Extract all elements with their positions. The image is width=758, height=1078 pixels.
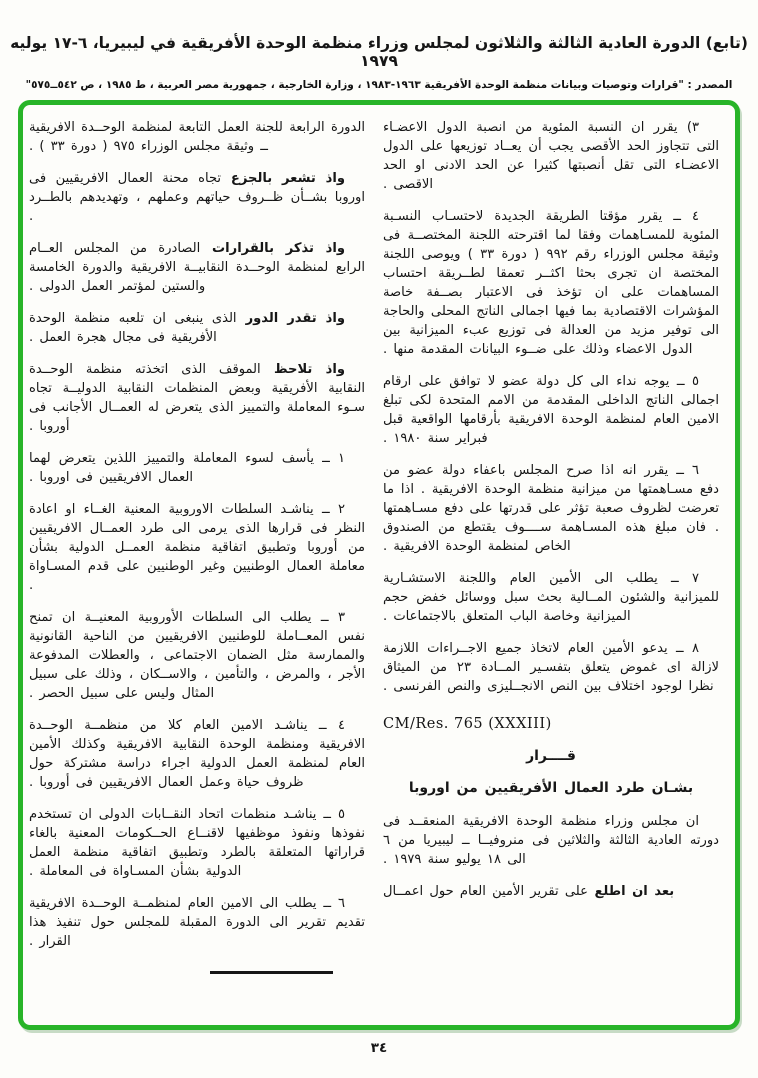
paragraph: ٧ ــ يطلب الى الأمين العام واللجنة الاستشـارية للميزانية والشئون المــالية بحث سبل ووسائل خفض حجم الميزانية وخاصة الباب المتعلق بالاجتماعات . <box>383 571 719 624</box>
bold-lead: واذ تلاحظ <box>260 362 345 377</box>
paragraph: ١ ــ يأسف لسوء المعاملة والتمييز اللذين يتعرض لهما العمال الافريقيين فى اوروبا . <box>29 451 345 485</box>
bold-lead: واذ تقدر الدور <box>236 311 346 326</box>
paragraph: ٦ ــ يطلب الى الامين العام لمنظمــة الوحــدة الافريقية تقديم تقرير الى الدورة المقبلة للمجلس حول تنفيذ هذا القرار . <box>29 896 365 949</box>
bold-lead: واذ تشعر بالجزع <box>221 171 345 186</box>
paragraph: ٤ ــ يقرر مؤقتا الطريقة الجديدة لاحتسـاب النسـبة المئوية للمسـاهمات وفقا لما اقترحته اللجنة المختصــة فى وثيقة مجلس الوزراء رقم ٩٩٢ ( دورة ٣٣ ) ويوصى اللجنة المختصة ان تجرى بحثا اكثــر تعمقا لطــريقة احتساب المساهمات على ان تؤخذ فى الاعتبار بصــفة خاصة المؤشرات الاقتصادية بما فيها اجمالى الناتج المحلى والحاجة الى توفير مزيد من العدالة فى توزيع عبء الميزانية بين الدول الاعضاء وذلك على ضــوء البيانات المقدمة منها . <box>383 209 720 357</box>
paragraph: ٤ ــ يناشـد الامين العام كلا من منظمــة الوحــدة الافريقية ومنظمة الوحدة النقابية الافريقية وكذلك الأمين العام لمنظمة العمل الدولية اجراء دراسة مشتركة حول ظروف حياة وعمل العمال الافريقيين فى أوروبا . <box>29 718 365 790</box>
paragraph: ٥ ــ يوجه نداء الى كل دولة عضو لا توافق على ارقام اجمالى الناتج الداخلى المقدمة من الامم المتحدة لكى تبلغ الامين العام لمنظمة الوحدة الافريقية بأرقامها الواقعية قبل فبراير سنة ١٩٨٠ . <box>383 374 719 446</box>
right-column <box>383 118 719 964</box>
paragraph: بعد ان اطلع على تقرير الأمين العام حول اعمــال <box>383 884 675 899</box>
paragraph: الدورة الرابعة للجنة العمل التابعة لمنظمة الوحــدة الافريقية ــ وثيقة مجلس الوزراء ٩٧٥ ( دورة ٣٣ ) . <box>29 120 365 154</box>
document-frame <box>18 100 740 1030</box>
source-citation: المصدر : "قرارات وتوصيات وبيانات منظمة الوحدة الأفريقية ١٩٦٣-١٩٨٣ ، وزارة الخارجية ، جمهورية مصر العربية ، ط ١٩٨٥ ، ص ٥٤٢ــ٥٧٥" <box>25 79 733 91</box>
resolution-heading: بشـان طرد العمال الأفريقيين من اوروبا <box>408 780 694 796</box>
session-title: (تابع) الدورة العادية الثالثة والثلاثون لمجلس وزراء منظمة الوحدة الأفريقية في ليبيريا، ٦-١٧ يوليه ١٩٧٩ <box>10 34 748 70</box>
bold-lead: بعد ان اطلع <box>587 884 675 899</box>
section-divider <box>210 971 333 974</box>
page-number: ٣٤ <box>370 1040 388 1056</box>
paragraph: واذ تذكر بالقرارات الصادرة من المجلس العــام الرابع لمنظمة الوحــدة النقابيــة الافريقية والدورة الخامسة والستين لمؤتمر العمل الدولى . <box>29 241 365 294</box>
paragraph: ٢ ــ يناشـد السلطات الاوروبية المعنية الغــاء او اعادة النظر فى قرارها الذى يرمى الى طرد العمــال الافريقيين من أوروبا وتطبيق اتفاقية منظمة العمــل الدولية بشأن معاملة العمال الوطنيين وغير الوطنيين على قدم المسـاواة . <box>29 502 365 593</box>
resolution-number: CM/Res. 765 (XXXIII) <box>383 716 552 732</box>
paragraph: واذ تلاحظ الموقف الذى اتخذته منظمة الوحــدة النقابية الأفريقية وبعض المنظمات النقابية الدوليــة تجاه سـوء المعاملة والتمييز الذى يتعرض له العمــال الأجانب فى أوروبا . <box>29 362 365 434</box>
paragraph: ٣ ــ يطلب الى السلطات الأوروبية المعنيــة ان تمنح نفس المعــاملة للوطنيين الافريقيين من الناحية القانونية والممارسة مثل الضمان الاجتماعى ، والعطلات المدفوعة الأجر ، والمرض ، والتأمين ، والاســكان ، وذلك على سبيل المثال وليس على سبيل الحصر . <box>29 610 365 701</box>
page-header <box>0 34 758 91</box>
bold-lead: واذ تذكر بالقرارات <box>200 241 345 256</box>
paragraph: ٦ ــ يقرر انه اذا صرح المجلس باعفاء دولة عضو من دفع مسـاهمتها من ميزانية منظمة الوحدة الافريقية . اذا ما تعرضت لظروف صعبة تؤثر على قدرتها على دفع مسـاهمتها . فان مبلغ هذه المسـاهمة ســــوف يقتطع من الصندوق الخاص لمنظمة الوحدة الافريقية . <box>383 463 719 554</box>
left-column <box>29 118 365 964</box>
paragraph: ٣) يقرر ان النسبة المئوية من انصبة الدول الاعضـاء التى تتجاوز الحد الأقصى يجب أن يعــاد توزيعها على الدول الاعضـاء التى تقل أنصبتها كثيرا عن الحد الادنى او الحد الاقصى . <box>383 120 719 192</box>
resolution-heading: قــــرار <box>526 748 576 764</box>
paragraph: ٨ ــ يدعو الأمين العام لاتخاذ جميع الاجــراءات اللازمة لازالة اى غموض يتعلق بتفسـير المــادة ٢٣ من الميثاق نظرا لوجود اختلاف بين النص الانجــليزى والنص الفرنسى . <box>383 641 720 694</box>
paragraph: ٥ ــ يناشـد منظمات اتحاد النقــابات الدولى ان تستخدم نفوذها ونفوذ موظفيها لاقنــاع الحــكومات المعنية بالغاء قراراتها المتعلقة بالطرد وتطبيق اتفاقية منظمة العمل الدولية بشأن المسـاواة فى المعاملة . <box>29 807 365 879</box>
paragraph: واذ تشعر بالجزع تجاه محنة العمال الافريقيين فى اوروبا بشــأن ظــروف حياتهم وعملهم ، وتهديدهم بالطــرد . <box>29 171 365 224</box>
paragraph: واذ تقدر الدور الذى ينبغى ان تلعبه منظمة الوحدة الأفريقية فى مجال هجرة العمل . <box>29 311 346 345</box>
two-column-text <box>23 105 735 964</box>
paragraph: ان مجلس وزراء منظمة الوحدة الافريقية المنعقــد فى دورته العادية الثالثة والثلاثين فى منروفيــا ــ ليبيريا من ٦ الى ١٨ يوليو سنة ١٩٧٩ . <box>383 814 719 867</box>
